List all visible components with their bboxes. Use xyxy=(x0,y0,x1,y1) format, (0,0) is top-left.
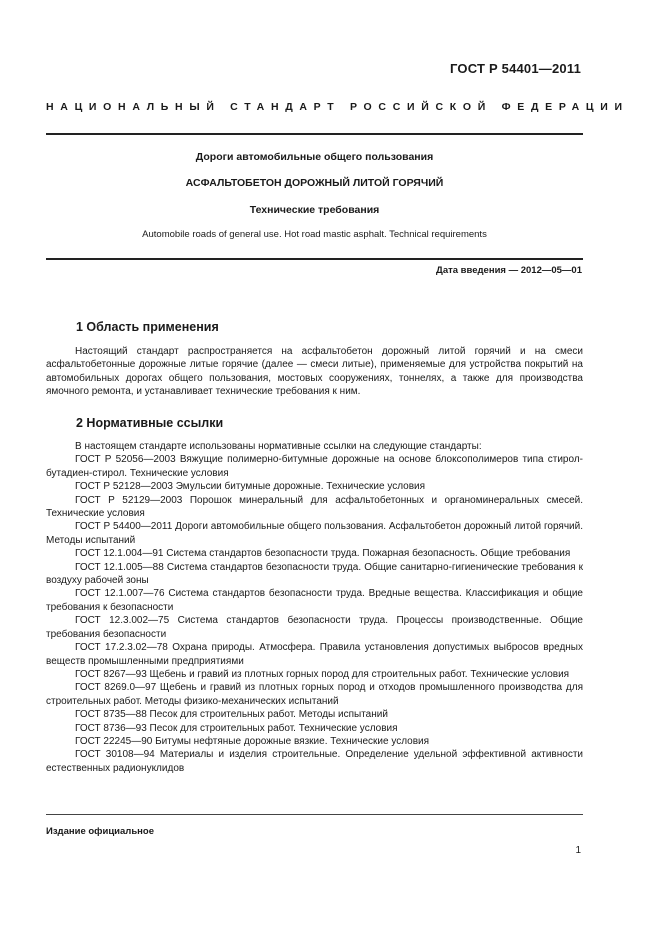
title-english: Automobile roads of general use. Hot road mastic asphalt. Technical requirements xyxy=(142,229,487,240)
reference-item: ГОСТ Р 52128—2003 Эмульсии битумные дорожные. Технические условия xyxy=(75,481,426,493)
normative-references xyxy=(46,440,583,775)
national-standard-title: НАЦИОНАЛЬНЫЙ СТАНДАРТ РОССИЙСКОЙ ФЕДЕРАЦИИ xyxy=(46,101,629,113)
reference-item: ГОСТ 8267—93 Щебень и гравий из плотных горных пород для строительных работ. Технические условия xyxy=(75,668,570,680)
reference-item: ГОСТ 22245—90 Битумы нефтяные дорожные вязкие. Технические условия xyxy=(75,735,430,747)
reference-item: ГОСТ 12.1.007—76 Система стандартов безопасности труда. Вредные вещества. Классификация и общие требования к безопасности xyxy=(46,588,583,613)
reference-item: ГОСТ 17.2.3.02—78 Охрана природы. Атмосфера. Правила установления допустимых выбросов вредных веществ промышленными предприятиями xyxy=(46,642,583,667)
title-tech-requirements: Технические требования xyxy=(249,204,380,216)
page-number: 1 xyxy=(575,845,581,856)
official-edition-label: Издание официальное xyxy=(46,826,154,837)
divider-footer xyxy=(46,814,583,815)
introduction-date: Дата введения — 2012—05—01 xyxy=(436,265,582,276)
reference-item: ГОСТ 30108—94 Материалы и изделия строительные. Определение удельной эффективной активности естественных радионуклидов xyxy=(46,749,583,774)
divider-top xyxy=(46,133,583,135)
document-number: ГОСТ Р 54401—2011 xyxy=(450,61,581,76)
reference-item: ГОСТ 12.1.005—88 Система стандартов безопасности труда. Общие санитарно-гигиенические требования к воздуху рабочей зоны xyxy=(46,561,583,587)
reference-item: ГОСТ Р 52056—2003 Вяжущие полимерно-битумные дорожные на основе блоксополимеров типа стирол-бутадиен-стирол. Технические условия xyxy=(46,454,583,479)
section-2-heading: 2 Нормативные ссылки xyxy=(76,416,224,430)
reference-item: ГОСТ 8736—93 Песок для строительных работ. Технические условия xyxy=(75,722,398,734)
reference-item: ГОСТ Р 54400—2011 Дороги автомобильные общего пользования. Асфальтобетон дорожный литой горячий. Методы испытаний xyxy=(46,521,583,546)
reference-item: ГОСТ 12.1.004—91 Система стандартов безопасности труда. Пожарная безопасность. Общие требования xyxy=(75,548,571,560)
title-roads: Дороги автомобильные общего пользования xyxy=(195,151,434,163)
title-main: АСФАЛЬТОБЕТОН ДОРОЖНЫЙ ЛИТОЙ ГОРЯЧИЙ xyxy=(185,177,444,189)
section-1-text: Настоящий стандарт распространяется на асфальтобетон дорожный литой горячий и на смеси асфальтобетонные дорожные литые горячие (далее — смеси литые), применяемые для устройства покрытий на автомобильных дорогах общего пользования, мостовых сооружениях, тоннелях, а также для производства ямочного ремонта, и устанавливает технические требования к ним. xyxy=(46,346,583,398)
reference-item: ГОСТ 8269.0—97 Щебень и гравий из плотных горных пород и отходов промышленного производства для строительных работ. Методы физико-механических испытаний xyxy=(46,682,583,707)
section-1-heading: 1 Область применения xyxy=(76,320,219,334)
reference-item: ГОСТ Р 52129—2003 Порошок минеральный для асфальтобетонных и органоминеральных смесей. Технические условия xyxy=(46,494,583,520)
reference-item: ГОСТ 8735—88 Песок для строительных работ. Методы испытаний xyxy=(75,709,388,721)
divider-middle xyxy=(46,258,583,260)
reference-item: ГОСТ 12.3.002—75 Система стандартов безопасности труда. Процессы производственные. Общие требования безопасности xyxy=(46,615,583,640)
references-intro: В настоящем стандарте использованы нормативные ссылки на следующие стандарты: xyxy=(75,441,482,452)
